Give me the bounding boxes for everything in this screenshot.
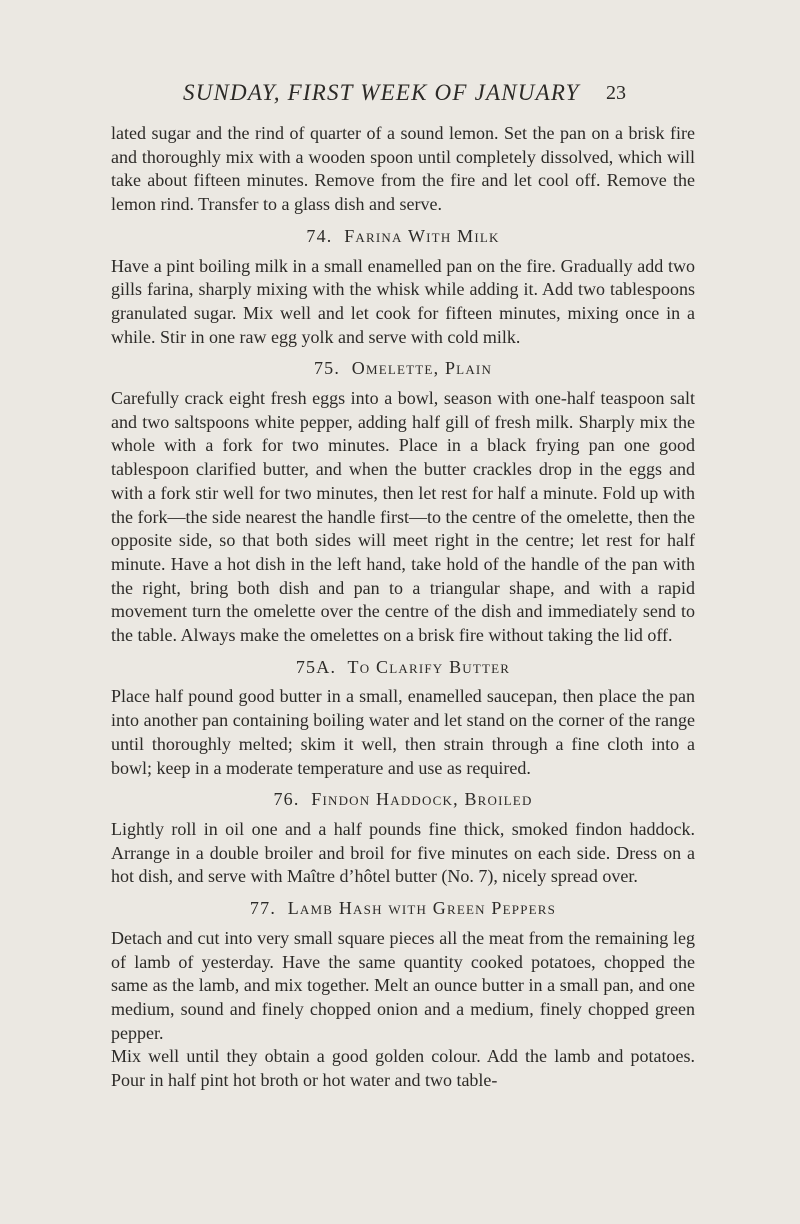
recipe-paragraph: Carefully crack eight fresh eggs into a bowl, season with one-half teaspoon salt and two saltspoons white pepper, adding half gill of fresh milk. Sharply mix the whole with a fork for two minutes. Place in a black frying pan one good tablespoon clarified butter, and when the butter crackles drop in the eggs and with a fork stir well for two minutes, then let rest for half a minute. Fold up with the fork—the side nearest the handle first—to the centre of the omelette, then the opposite side, so that both sides will meet right in the centre; let rest for half minute. Have a hot dish in the left hand, take hold of the handle of the pan with the right, bring both dish and pan to a triangular shape, and with a rapid movement turn the omelette over the centre of the dish and immediately send to the table. Always make the omelettes on a brisk fire without taking the lid off.	[111, 388, 695, 646]
recipe-title: To Clarify Butter	[347, 656, 511, 677]
body-text	[111, 122, 695, 1093]
recipe-number: 74.	[306, 225, 333, 246]
running-head	[0, 80, 800, 110]
recipe-heading-77	[111, 897, 695, 921]
page-number: 23	[606, 82, 626, 104]
recipe-paragraph: Have a pint boiling milk in a small enamelled pan on the fire. Gradually add two gills farina, sharply mixing with the whisk while adding it. Add two tablespoons granulated sugar. Mix well and let cook for fifteen minutes, mixing once in a while. Stir in one raw egg yolk and serve with cold milk.	[111, 255, 695, 347]
recipe-heading-76	[111, 788, 695, 812]
recipe-heading-75	[111, 357, 695, 381]
recipe-heading-74	[111, 225, 695, 249]
recipe-paragraph: Place half pound good butter in a small, enamelled saucepan, then place the pan into another pan containing boiling water and let stand on the corner of the range until thoroughly melted; skim it well, then strain through a fine cloth into a bowl; keep in a moderate temperature and use as required.	[111, 686, 695, 778]
recipe-title: Findon Haddock, Broiled	[311, 789, 533, 810]
recipe-number: 75A.	[295, 656, 337, 677]
recipe-number: 76.	[273, 789, 300, 810]
recipe-heading-75a	[111, 656, 695, 680]
recipe-title: Farina With Milk	[344, 225, 500, 246]
intro-paragraph: lated sugar and the rind of quarter of a sound lemon. Set the pan on a brisk fire and thoroughly mix with a wooden spoon until completely dissolved, which will take about fifteen minutes. Remove from the fire and let cool off. Remove the lemon rind. Transfer to a glass dish and serve.	[111, 123, 695, 215]
recipe-title: Lamb Hash with Green Peppers	[287, 898, 557, 919]
recipe-paragraph: Lightly roll in oil one and a half pounds fine thick, smoked findon haddock. Arrange in a double broiler and broil for five minutes on each side. Dress on a hot dish, and serve with Maître d’hôtel butter (No. 7), nicely spread over.	[111, 818, 695, 887]
recipe-number: 75.	[313, 358, 341, 379]
recipe-number: 77.	[249, 898, 277, 919]
recipe-paragraph: Detach and cut into very small square pieces all the meat from the remaining leg of lamb of yesterday. Have the same quantity cooked potatoes, chopped the same as the lamb, and mix together. Melt an ounce butter in a small pan, and one medium, sound and finely chopped onion and a medium, finely chopped green pepper.	[111, 927, 695, 1043]
recipe-title: Omelette, Plain	[351, 358, 493, 379]
running-title: SUNDAY, FIRST WEEK OF JANUARY	[183, 80, 580, 105]
recipe-paragraph: Mix well until they obtain a good golden colour. Add the lamb and potatoes. Pour in half pint hot broth or hot water and two table-	[111, 1046, 695, 1091]
